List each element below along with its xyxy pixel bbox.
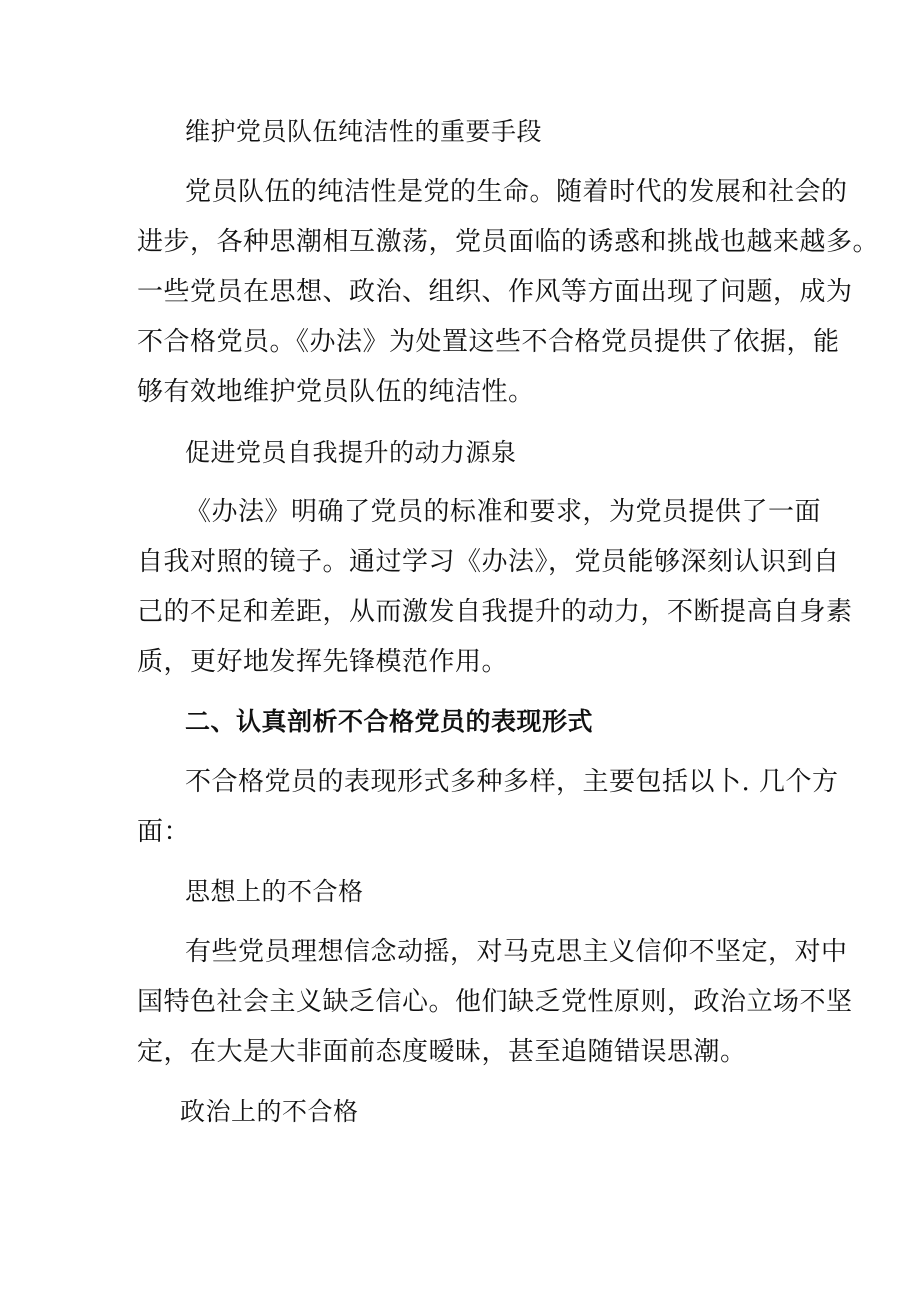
paragraph-line: 有些党员理想信念动摇，对马克思主义信仰不坚定，对中 [185, 937, 848, 967]
subheading-purity: 维护党员队伍纯洁性的重要手段 [185, 117, 543, 146]
paragraph-line: 国特色社会主义缺乏信心。他们缺乏党性原则，政治立场不坚 [137, 987, 853, 1017]
paragraph-line: 进步，各种思潮相互激荡，党员面临的诱惑和挑战也越来越多。 [137, 227, 880, 257]
paragraph-line: 不合格党员。《办法》为处置这些不合格党员提供了依据，能 [137, 327, 840, 357]
paragraph-line: 《办法》明确了党员的标准和要求，为党员提供了一面 [185, 497, 822, 527]
paragraph-line: 定，在大是大非面前态度暧昧，甚至追随错误思潮。 [137, 1037, 747, 1067]
paragraph-line: 一些党员在思想、政治、组织、作风等方面出现了问题，成为 [137, 277, 853, 307]
subheading-political: 政治上的不合格 [180, 1097, 359, 1126]
paragraph-line: 己的不足和差距，从而激发自我提升的动力，不断提高自身素 [137, 597, 853, 627]
paragraph-line: 面： [137, 817, 191, 847]
paragraph-line: 够有效地维护党员队伍的纯洁性。 [137, 377, 535, 407]
subheading-self-improvement: 促进党员自我提升的动力源泉 [185, 438, 517, 467]
paragraph-line: 自我对照的镜子。通过学习《办法》，党员能够深刻认识到自 [137, 547, 840, 577]
subheading-ideological: 思想上的不合格 [185, 877, 364, 906]
paragraph-line: 党员队伍的纯洁性是党的生命。随着时代的发展和社会的 [185, 177, 848, 207]
paragraph-line: 质，更好地发挥先锋模范作用。 [137, 647, 509, 677]
paragraph-line: 不合格党员的表现形式多种多样，主要包括以卜. 几个方 [185, 767, 839, 797]
section-heading-2: 二、认真剖析不合格党员的表现形式 [185, 707, 594, 736]
